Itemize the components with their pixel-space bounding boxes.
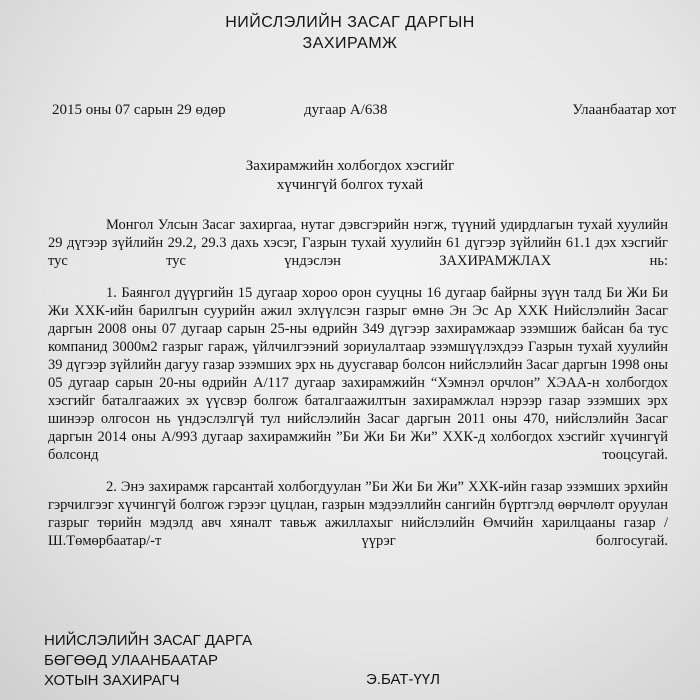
signature-title-2: БӨГӨӨД УЛААНБААТАР (44, 652, 219, 669)
document-city: Улаанбаатар хот (572, 102, 676, 118)
subject-line-2: хүчингүй болгох тухай (276, 177, 424, 193)
clause-1-paragraph: 1. Баянгол дүүргийн 15 дугаар хороо орон сууцны 16 дугаар байрны зүүн талд Би Жи Би Жи ХХК-ийн барилгын суурийн ажил эхлүүлсэн газрыг өмнө Эн Эс Ар ХХК Нийслэлийн Засаг даргын 2008 оны 07 дугаар сарын 25-ны өдрийн 349 дүгээр захирамжаар эзэмшиж байсан ба тус компанид 3000м2 газрыг гараж, үйлчилгээний зориулалтаар эзэмшүүлэхдээ Газрын тухай хуулийн 39 дүгээр зүйлийн дагуу газар эзэмших эрх нь дуусгавар болсон нийслэлийн Засаг даргын 1998 оны 05 дугаар сарын 20-ны өдрийн А/117 дугаар захирамжийн “Хэмнэл орчлон” ХЭАА-н холбогдох хэсгийг баталгаажих эх үүсвэр болгож баталгаажилтын захирамжлал нэрээр газар эзэмших эрх шинээр олгосон нь үндэслэлгүй тул нийслэлийн Засаг даргын 2011 оны 470, нийслэлийн Засаг даргын 2014 оны А/993 дугаар захирамжийн ”Би Жи Би Жи” ХХК-д холбогдох хэсгийг хүчингүй болсонд тооцсугай. (48, 285, 668, 463)
document-body (48, 216, 668, 564)
document-subject (0, 157, 700, 195)
clause-2-paragraph: 2. Энэ захирамж гарсантай холбогдуулан ”Би Жи Би Жи” ХХК-ийн газар эзэмших эрхийн гэрчилгээг хүчингүй болгож гэрээг цуцлан, газрын мэдээллийн сангийн бүртгэлд өөрчлөлт оруулан газрыг төрийн мэдэлд авч хяналт тавьж ажиллахыг нийслэлийн Өмчийн харилцааны газар /Ш.Төмөрбаатар/-т үүрэг болгосугай. (48, 479, 668, 549)
signature-title-1: НИЙСЛЭЛИЙН ЗАСАГ ДАРГА (44, 632, 253, 649)
document-number: дугаар А/638 (304, 102, 388, 118)
signer-name: Э.БАТ-ҮҮЛ (366, 671, 440, 688)
heading-line-2: ЗАХИРАМЖ (302, 35, 398, 52)
document-heading (0, 12, 700, 54)
signature-block (44, 631, 252, 691)
document-meta (46, 102, 676, 122)
subject-line-1: Захирамжийн холбогдох хэсгийг (245, 158, 455, 174)
document-date: 2015 оны 07 сарын 29 өдөр (52, 102, 226, 118)
signature-title-3: ХОТЫН ЗАХИРАГЧ (44, 672, 180, 689)
intro-paragraph: Монгол Улсын Засаг захиргаа, нутаг дэвсгэрийн нэгж, түүний удирдлагын тухай хуулийн 29 дүгээр зүйлийн 29.2, 29.3 дахь хэсэг, Газрын тухай хуулийн 61 дүгээр зүйлийн 61.1 дэх хэсгийг тус тус үндэслэн ЗАХИРАМЖЛАХ нь: (48, 217, 668, 269)
heading-line-1: НИЙСЛЭЛИЙН ЗАСАГ ДАРГЫН (225, 14, 475, 31)
